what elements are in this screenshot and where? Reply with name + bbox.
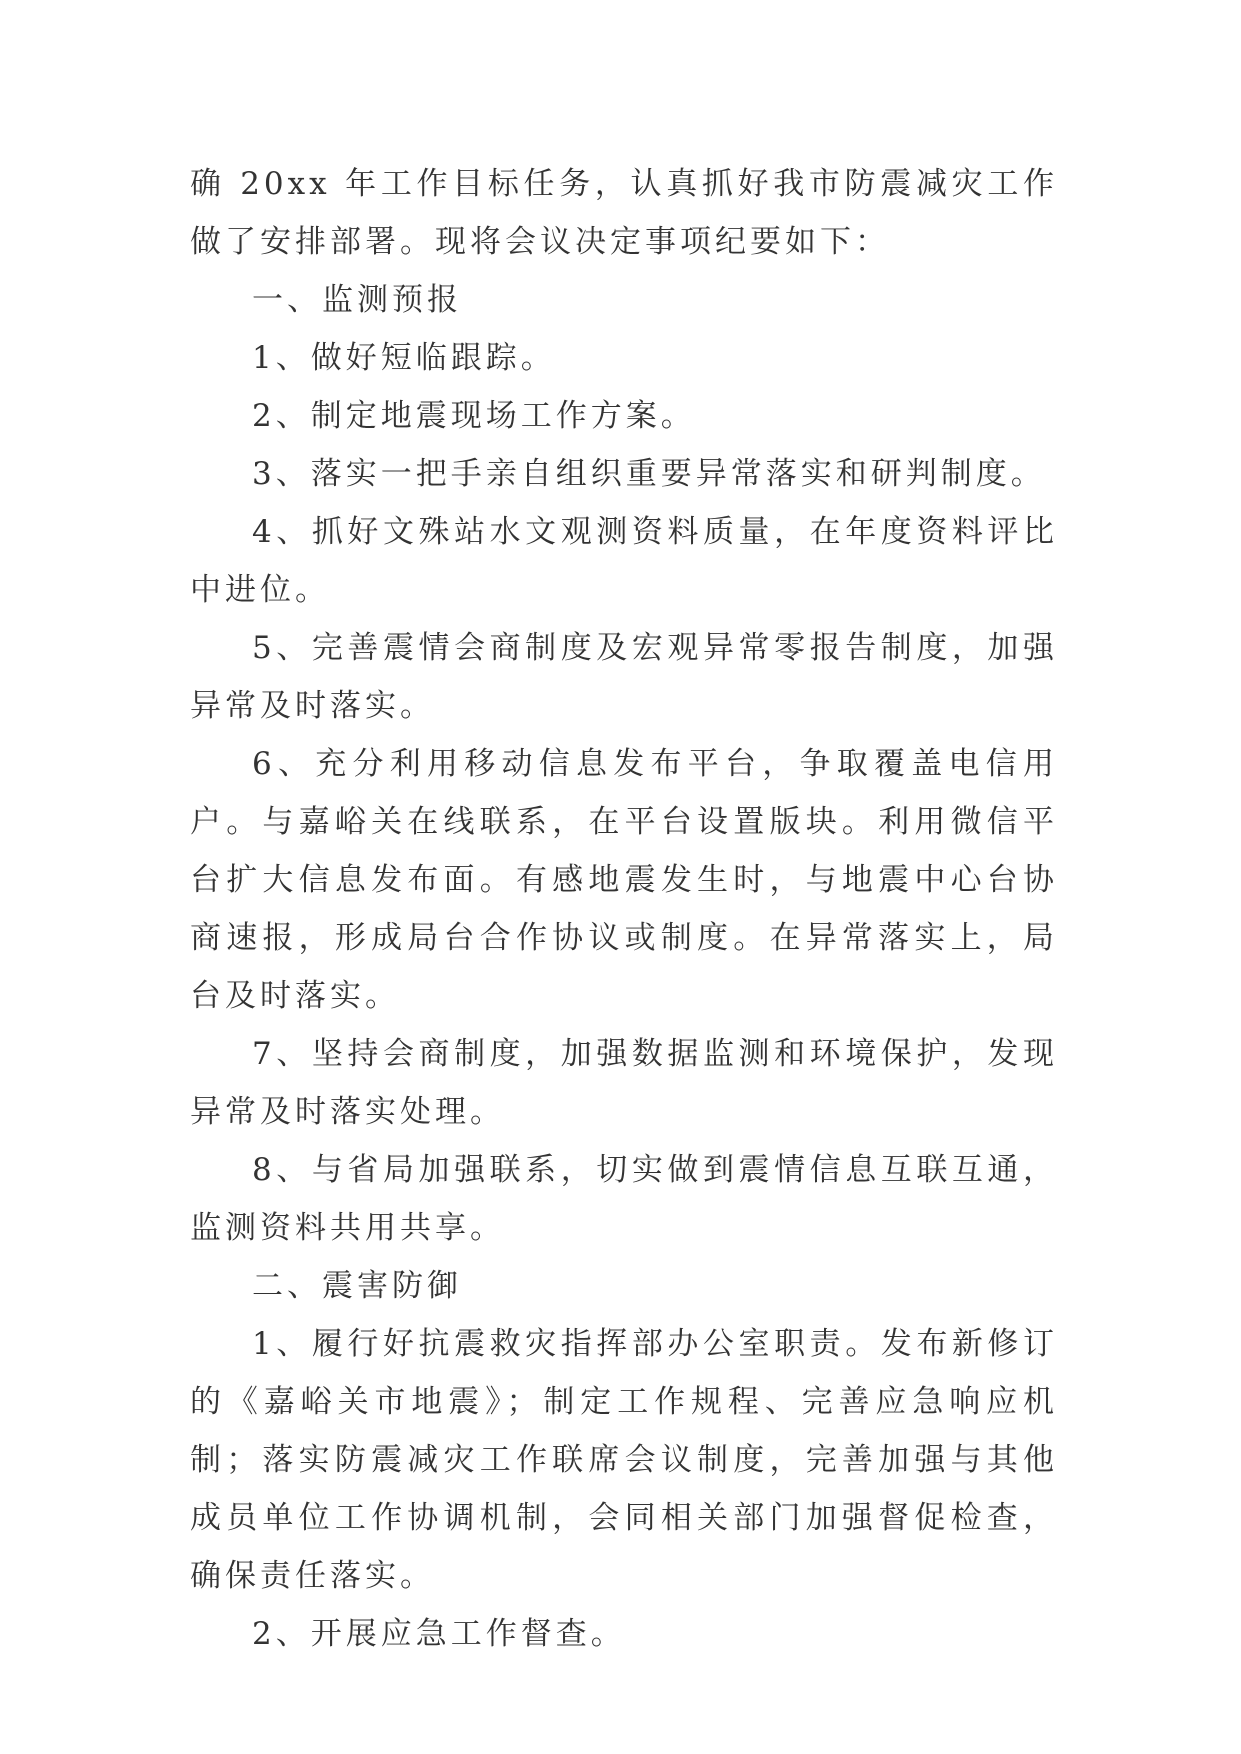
list-item: 6、充分利用移动信息发布平台，争取覆盖电信用户。与嘉峪关在线联系，在平台设置版块。利用微信平台扩大信息发布面。有感地震发生时，与地震中心台协商速报，形成局台合作协议或制度。在异常落实上，局台及时落实。 [190, 746, 1058, 1014]
section-heading-defense: 二、震害防御 [252, 1268, 462, 1304]
list-item: 8、与省局加强联系，切实做到震情信息互联互通，监测资料共用共享。 [190, 1152, 1058, 1246]
list-item: 3、落实一把手亲自组织重要异常落实和研判制度。 [252, 456, 1046, 492]
section-heading-monitoring: 一、监测预报 [252, 282, 462, 318]
paragraph-intro: 确 20xx 年工作目标任务，认真抓好我市防震减灾工作做了安排部署。现将会议决定事项纪要如下： [190, 166, 1058, 260]
list-item: 2、制定地震现场工作方案。 [252, 398, 696, 434]
list-item: 5、完善震情会商制度及宏观异常零报告制度，加强异常及时落实。 [190, 630, 1058, 724]
list-item: 4、抓好文殊站水文观测资料质量，在年度资料评比中进位。 [190, 514, 1058, 608]
document-body [190, 155, 1058, 1663]
list-item: 2、开展应急工作督查。 [252, 1616, 626, 1652]
list-item: 1、履行好抗震救灾指挥部办公室职责。发布新修订的《嘉峪关市地震》；制定工作规程、完善应急响应机制；落实防震减灾工作联席会议制度，完善加强与其他成员单位工作协调机制，会同相关部门加强督促检查，确保责任落实。 [190, 1326, 1058, 1594]
list-item: 7、坚持会商制度，加强数据监测和环境保护，发现异常及时落实处理。 [190, 1036, 1058, 1130]
list-item: 1、做好短临跟踪。 [252, 340, 556, 376]
